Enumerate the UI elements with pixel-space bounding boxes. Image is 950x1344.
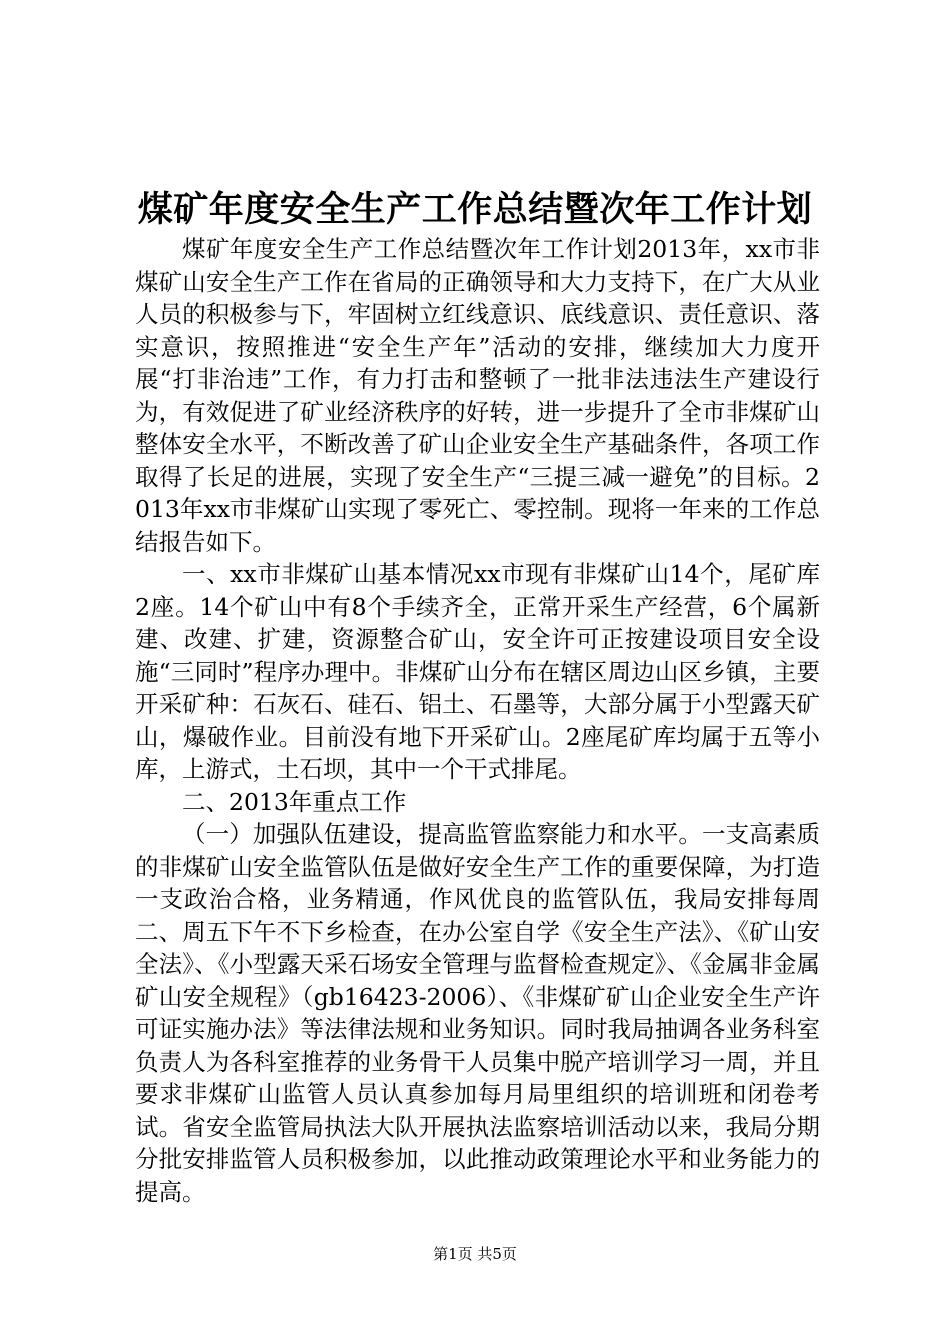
- page-number-footer: 第1页 共5页: [433, 1245, 517, 1263]
- paragraph-section-1: 一、xx市非煤矿山基本情况xx市现有非煤矿山14个，尾矿库2座。14个矿山中有8个手续齐全，正常开采生产经营，6个属新建、改建、扩建，资源整合矿山，安全许可正按建设项目安全设施“三同时”程序办理中。非煤矿山分布在辖区周边山区乡镇，主要开采矿种：石灰石、硅石、铝土、石墨等，大部分属于小型露天矿山，爆破作业。目前没有地下开采矿山。2座尾矿库均属于五等小库，上游式，土石坝，其中一个干式排尾。: [135, 560, 820, 783]
- document-title: 煤矿年度安全生产工作总结暨次年工作计划: [137, 189, 813, 230]
- paragraph-section-2-heading: 二、2013年重点工作: [182, 787, 407, 816]
- paragraph-intro: 煤矿年度安全生产工作总结暨次年工作计划2013年，xx市非煤矿山安全生产工作在省局的正确领导和大力支持下，在广大从业人员的积极参与下，牢固树立红线意识、底线意识、责任意识、落实意识，按照推进“安全生产年”活动的安排，继续加大力度开展“打非治违”工作，有力打击和整顿了一批非法违法生产建设行为，有效促进了矿业经济秩序的好转，进一步提升了全市非煤矿山整体安全水平，不断改善了矿山企业安全生产基础条件，各项工作取得了长足的进展，实现了安全生产“三提三减一避免”的目标。2013年xx市非煤矿山实现了零死亡、零控制。现将一年来的工作总结报告如下。: [135, 235, 820, 556]
- paragraph-section-2-1: （一）加强队伍建设，提高监管监察能力和水平。一支高素质的非煤矿山安全监管队伍是做好安全生产工作的重要保障，为打造一支政治合格，业务精通，作风优良的监管队伍，我局安排每周二、周五下午不下乡检查，在办公室自学《安全生产法》、《矿山安全法》、《小型露天采石场安全管理与监督检查规定》、《金属非金属矿山安全规程》（gb16423-2006）、《非煤矿矿山企业安全生产许可证实施办法》等法律法规和业务知识。同时我局抽调各业务科室负责人为各科室推荐的业务骨干人员集中脱产培训学习一周，并且要求非煤矿山监管人员认真参加每月局里组织的培训班和闭卷考试。省安全监管局执法大队开展执法监察培训活动以来，我局分期分批安排监管人员积极参加，以此推动政策理论水平和业务能力的提高。: [135, 820, 820, 1206]
- document-body: [135, 233, 820, 1208]
